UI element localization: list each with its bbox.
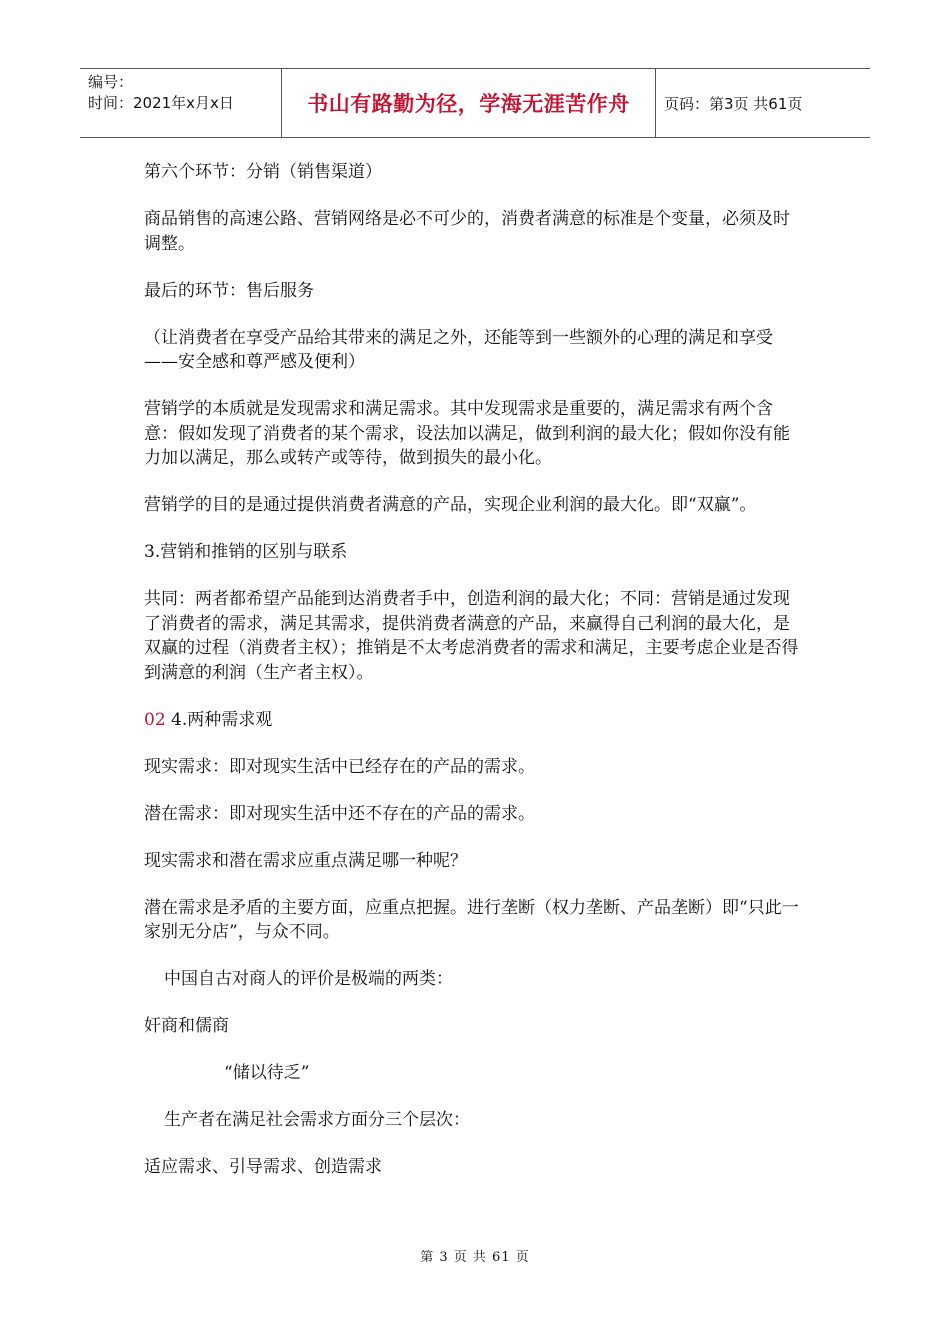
- paragraph: （让消费者在享受产品给其带来的满足之外，还能等到一些额外的心理的满足和享受——安全感和尊严感及便利）: [144, 327, 773, 372]
- paragraph: 商品销售的高速公路、营销网络是必不可少的，消费者满意的标准是个变量，必须及时调整。: [144, 209, 790, 254]
- time-label: 时间：2021年x月x日: [88, 94, 234, 112]
- quote: “储以待乏”: [224, 1063, 310, 1083]
- paragraph: 适应需求、引导需求、创造需求: [144, 1157, 382, 1177]
- header-page-label: 页码：第3页 共61页: [664, 94, 803, 113]
- paragraph: 营销学的本质就是发现需求和满足需求。其中发现需求是重要的，满足需求有两个含意：假如发现了消费者的某个需求，设法加以满足，做到利润的最大化；假如你没有能力加以满足，那么或转产或等待，做到损失的最小化。: [144, 399, 790, 468]
- paragraph: 共同：两者都希望产品能到达消费者手中，创造利润的最大化；不同：营销是通过发现了消费者的需求，满足其需求，提供消费者满意的产品，来赢得自己利润的最大化，是双赢的过程（消费者主权）；推销是不太考虑消费者的需求和满足，主要考虑企业是否得到满意的利润（生产者主权）。: [144, 589, 799, 683]
- header-meta: [80, 69, 282, 137]
- paragraph: 生产者在满足社会需求方面分三个层次：: [164, 1110, 470, 1130]
- section-heading: 3.营销和推销的区别与联系: [144, 542, 348, 562]
- section-title: 4.两种需求观: [165, 709, 273, 730]
- paragraph: 营销学的目的是通过提供消费者满意的产品，实现企业利润的最大化。即“双赢”。: [144, 495, 757, 515]
- paragraph: 中国自古对商人的评价是极端的两类：: [164, 969, 453, 989]
- paragraph: 奸商和儒商: [144, 1016, 229, 1036]
- paragraph: 现实需求：即对现实生活中已经存在的产品的需求。: [144, 756, 535, 777]
- paragraph: 最后的环节：售后服务: [144, 280, 314, 301]
- page-header: [80, 68, 870, 138]
- page-footer: 第 3 页 共 61 页: [420, 1250, 530, 1265]
- section-heading: [144, 708, 804, 733]
- section-number: 02: [144, 709, 166, 730]
- paragraph: 潜在需求是矛盾的主要方面，应重点把握。进行垄断（权力垄断、产品垄断）即“只此一家别无分店”，与众不同。: [144, 897, 799, 942]
- paragraph: 第六个环节：分销（销售渠道）: [144, 162, 382, 182]
- number-label: 编号：: [88, 73, 134, 91]
- paragraph: 现实需求和潜在需求应重点满足哪一种呢？: [144, 850, 467, 871]
- paragraph: 潜在需求：即对现实生活中还不存在的产品的需求。: [144, 803, 535, 824]
- header-motto: 书山有路勤为径，学海无涯苦作舟: [282, 69, 656, 137]
- document-body: [144, 160, 804, 1202]
